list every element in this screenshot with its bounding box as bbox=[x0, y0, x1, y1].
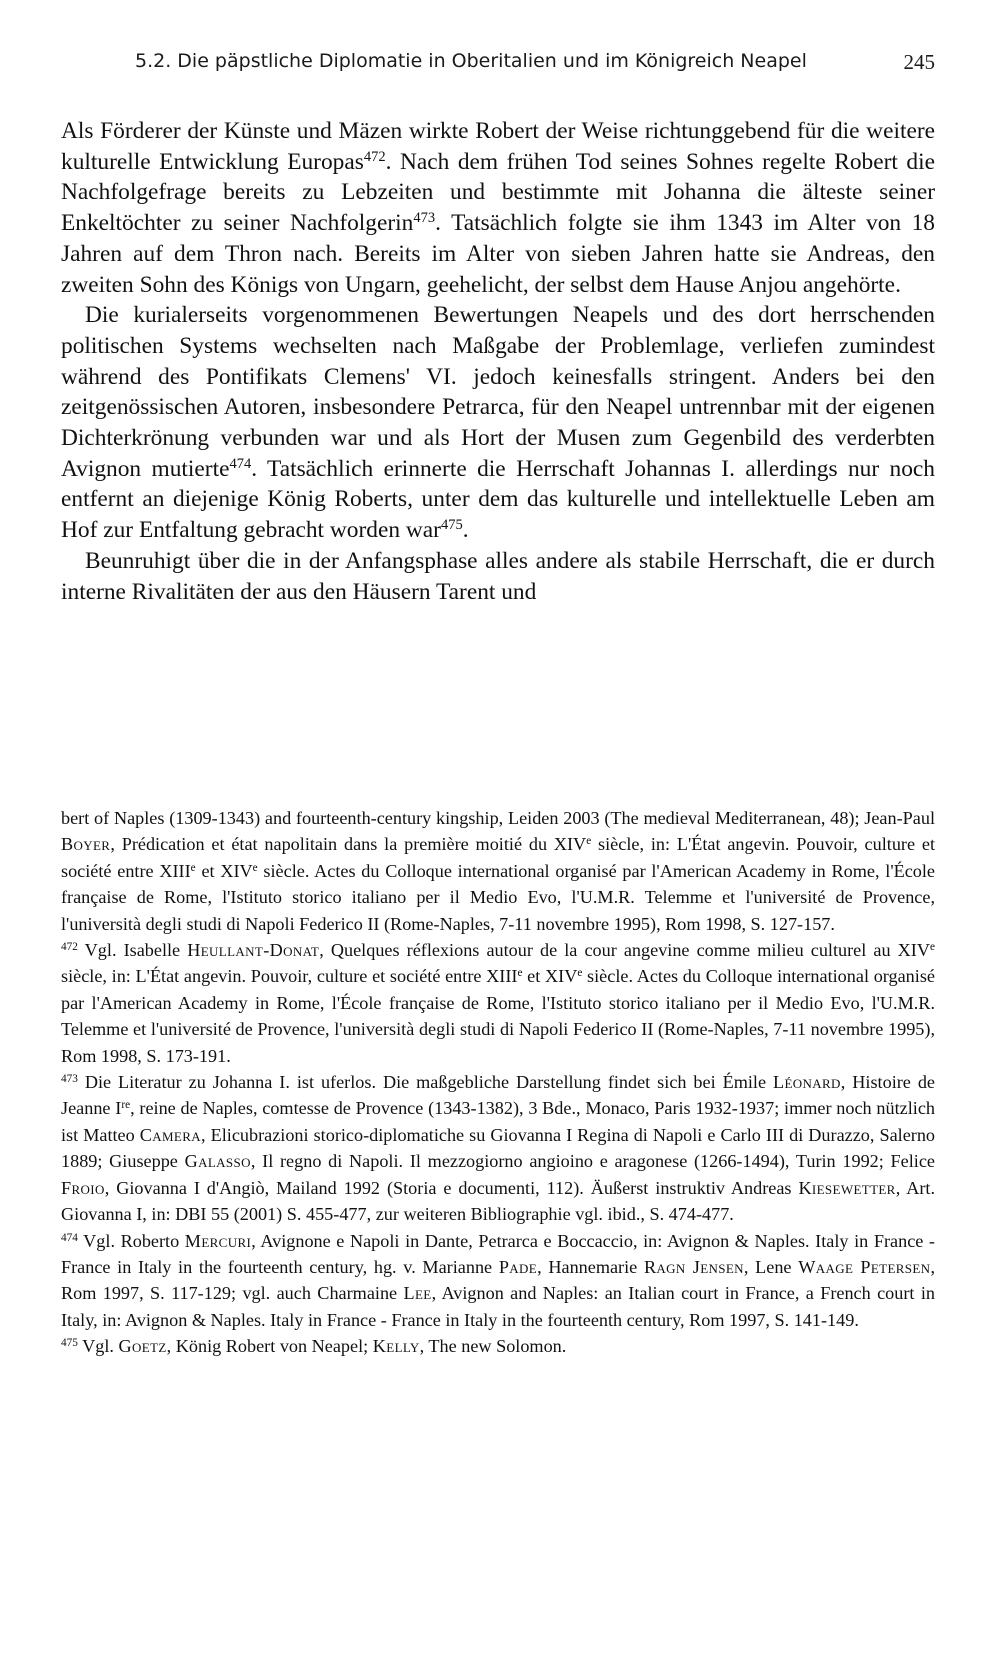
footnote-number: 474 bbox=[61, 1231, 78, 1244]
text-span: . bbox=[462, 517, 469, 544]
text-span: , Elicubrazioni storico-diplomatiche su Giovanna I Regina di Napoli e Carlo III di Durazzo, Salerno 1889; Giuseppe bbox=[61, 1124, 936, 1172]
chapter-title: 5.2. Die päpstliche Diplomatie in Oberitalien und im Königreich Neapel bbox=[135, 50, 807, 72]
text-span: . Nach dem frühen Tod seines Sohnes regelte Robert die Nachfolgefrage bereits zu Lebzeiten und bestimmte mit Johanna die älteste seiner Enkeltöchter zu seiner Nachfolgerin bbox=[61, 148, 936, 237]
text-span: , Quelques réflexions autour de la cour angevine comme milieu culturel au XIV bbox=[319, 940, 930, 961]
footnotes bbox=[61, 805, 935, 1360]
text-span: Die Literatur zu Johanna I. ist uferlos. Die maßgebliche Darstellung findet sich bei Émile bbox=[77, 1072, 773, 1093]
superscript: e bbox=[190, 861, 196, 874]
footnote-475 bbox=[61, 1333, 935, 1359]
paragraph-3: Beunruhigt über die in der Anfangsphase alles andere als stabile Herrschaft, die er durch interne Rivalitäten der aus den Häusern Tarent und bbox=[61, 547, 935, 605]
text-span: Die kurialerseits vorgenommenen Bewertungen Neapels und des dort herrschenden politischen Systems wechselten nach Maßgabe der Problemlage, verliefen zumindest während des Pontifikats Clemens' VI. jedoch keinesfalls stringent. Anders bei den zeitgenössischen Autoren, insbesondere Petrarca, für den Neapel untrennbar mit der eigenen Dichterkrönung verbunden war und als Hort der Musen zum Gegenbild des verderbten Avignon mutierte bbox=[61, 302, 935, 482]
footnote-474 bbox=[61, 1228, 935, 1334]
text-span: . Tatsächlich folgte sie ihm 1343 im Alter von 18 Jahren auf dem Thron nach. Bereits im Alter von sieben Jahren hatte sie Andreas, den zweiten Sohn des Königs von Ungarn, geehelicht, der selbst dem Hause Anjou angehörte. bbox=[61, 210, 935, 298]
footnote-ref-475[interactable]: 475 bbox=[440, 517, 463, 534]
text-span: , Lene bbox=[743, 1256, 799, 1277]
author-name: Kelly bbox=[372, 1336, 420, 1357]
footnote-ref-472[interactable]: 472 bbox=[363, 148, 386, 165]
author-name: Froio bbox=[61, 1177, 105, 1198]
text-span: , The new Solomon. bbox=[419, 1336, 567, 1357]
superscript: e bbox=[586, 835, 592, 848]
text-span: bert of Naples (1309-1343) and fourteenth-century kingship, Leiden 2003 (The medieval Mediterranean, 48); Jean-Paul bbox=[61, 808, 935, 828]
text-span: , Avignon and Naples: an Italian court in France, a French court in Italy, in: Avignon & Naples. Italy in France - France in Italy in the fourteenth century, Rom 1997, S. 141-149. bbox=[61, 1283, 935, 1330]
text-span: siècle, in: L'État angevin. Pouvoir, culture et société entre XIII bbox=[61, 834, 936, 881]
author-name: Léonard bbox=[772, 1072, 841, 1093]
text-span: siècle. Actes du Colloque international organisé par l'American Academy in Rome, l'École française de Rome, l'Istituto storico italiano per il Medio Evo, l'U.M.R. Telemme et l'université de Provence, l'università degli studi di Napoli Federico II (Rome-Naples, 7-11 novembre 1995), Rom 1998, S. 127-157. bbox=[61, 860, 935, 934]
author-name: Mercuri bbox=[184, 1230, 252, 1251]
text-span: , Il regno di Napoli. Il mezzogiorno angioino e aragonese (1266-1494), Turin 1992; Felice bbox=[250, 1151, 935, 1172]
author-name: Waage Petersen bbox=[798, 1256, 931, 1277]
paragraph-1 bbox=[61, 116, 935, 300]
author-name: Pade bbox=[498, 1256, 538, 1277]
text-span: Vgl. bbox=[77, 1336, 119, 1357]
text-span: Vgl. Roberto bbox=[77, 1230, 185, 1251]
footnote-473 bbox=[61, 1069, 935, 1227]
superscript: e bbox=[252, 861, 258, 874]
author-name: Camera bbox=[139, 1124, 202, 1145]
text-span: siècle, in: L'État angevin. Pouvoir, culture et société entre XIII bbox=[61, 966, 518, 987]
superscript: re bbox=[121, 1099, 131, 1112]
author-name: Kiesewetter bbox=[798, 1177, 896, 1198]
author-name: Heullant-Donat bbox=[187, 940, 320, 961]
footnote-ref-474[interactable]: 474 bbox=[229, 455, 252, 472]
text-span: , Histoire de Jeanne I bbox=[61, 1072, 935, 1119]
text-span: , Rom 1997, S. 117-129; vgl. auch Charmaine bbox=[61, 1256, 935, 1304]
text-span: et XIV bbox=[522, 966, 578, 987]
text-span: , Hannemarie bbox=[537, 1256, 644, 1277]
footnote-continuation bbox=[61, 805, 935, 937]
author-name: Boyer bbox=[61, 834, 111, 855]
author-name: Goetz bbox=[118, 1336, 167, 1357]
text-span: , Giovanna I d'Angiò, Mailand 1992 (Storia e documenti, 112). Äußerst instruktiv Andreas bbox=[104, 1177, 799, 1198]
author-name: Galasso bbox=[184, 1151, 251, 1172]
text-span: . Tatsächlich erinnerte die Herrschaft Johannas I. allerdings nur noch entfernt an diejenige König Roberts, unter dem das kulturelle und intellektuelle Leben am Hof zur Entfaltung gebracht worden war bbox=[61, 455, 936, 544]
main-text bbox=[61, 116, 935, 607]
text-span: et XIV bbox=[195, 860, 253, 881]
footnote-number: 472 bbox=[61, 940, 78, 953]
text-span: Vgl. Isabelle bbox=[77, 940, 188, 961]
text-span: , Prédication et état napolitain dans la première moitié du XIV bbox=[110, 834, 587, 855]
text-span: , König Robert von Neapel; bbox=[166, 1336, 373, 1357]
text-span: , Art. Giovanna I, in: DBI 55 (2001) S. 455-477, zur weiteren Bibliographie vgl. ibid., S. 474-477. bbox=[61, 1177, 935, 1225]
text-span: siècle. Actes du Colloque international organisé par l'American Academy in Rome, l'École française de Rome, l'Istituto storico italiano per il Medio Evo, l'U.M.R. Telemme et l'université de Provence, l'università degli studi di Napoli Federico II (Rome-Naples, 7-11 novembre 1995), Rom 1998, S. 173-191. bbox=[61, 966, 935, 1066]
superscript: e bbox=[577, 967, 583, 980]
superscript: e bbox=[517, 967, 523, 980]
author-name: Lee bbox=[403, 1283, 432, 1304]
footnote-number: 473 bbox=[61, 1072, 78, 1085]
footnote-ref-473[interactable]: 473 bbox=[413, 210, 436, 227]
author-name: Ragn Jensen bbox=[643, 1256, 744, 1277]
text-span: , Avignone e Napoli in Dante, Petrarca e Boccaccio, in: Avignon & Naples. Italy in France - France in Italy in the fourteenth century, hg. v. Marianne bbox=[61, 1230, 935, 1277]
page-number: 245 bbox=[903, 50, 935, 74]
paragraph-2 bbox=[61, 300, 935, 546]
text-span: Als Förderer der Künste und Mäzen wirkte Robert der Weise richtunggebend für die weitere kulturelle Entwicklung Europas bbox=[61, 118, 935, 175]
text-span: , reine de Naples, comtesse de Provence (1343-1382), 3 Bde., Monaco, Paris 1932-1937; immer noch nützlich ist Matteo bbox=[61, 1098, 935, 1145]
superscript: e bbox=[929, 940, 935, 953]
footnote-number: 475 bbox=[61, 1336, 78, 1349]
footnote-472 bbox=[61, 937, 935, 1069]
